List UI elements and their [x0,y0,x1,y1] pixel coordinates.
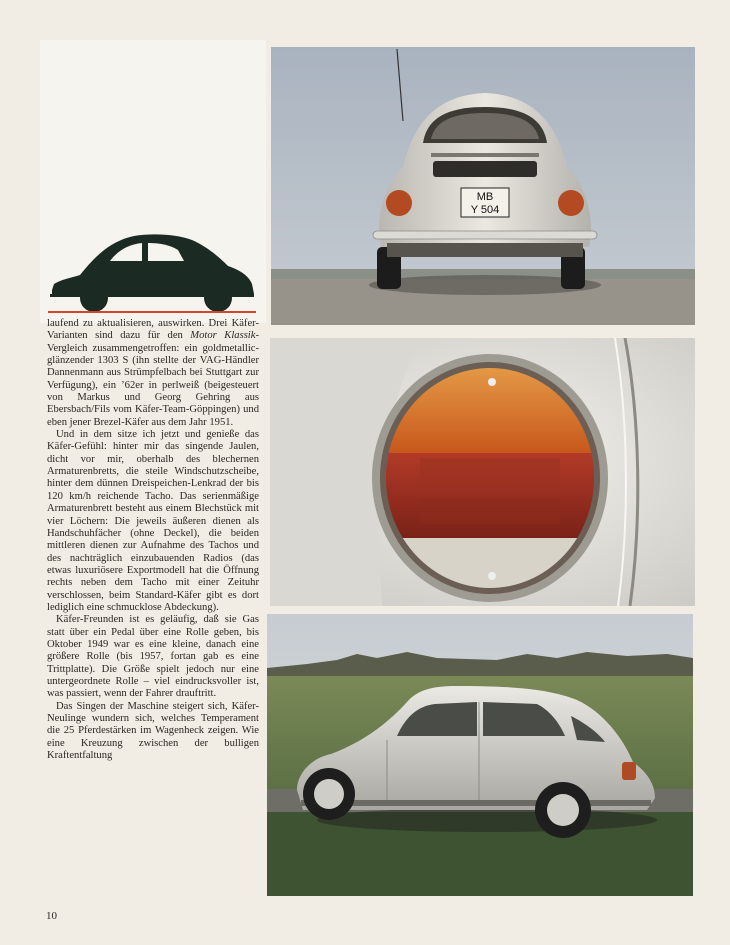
italic-text: Motor Klassik [190,330,256,342]
text-run: laufend zu aktualisieren, auswirken. Drei Käfer-Varianten sind dazu für den [47,318,259,342]
photo-tail-light [270,338,695,606]
license-plate-line-1: MB [476,191,494,203]
paragraph-3 [47,614,259,700]
article-text-column [47,318,259,762]
photo-rear-view [271,47,695,325]
page-number: 10 [46,910,57,922]
text-run: Das Singen der Maschine steigert sich, Käfer-Neulinge wundern sich, welches Temperament die 25 Pferdestärken im Wagenheck zeigen. Wie eine Kreuzung zwischen der bulligen Kraftentfaltung [47,700,259,762]
paragraph-4 [47,701,259,763]
paragraph-2 [47,429,259,614]
license-plate-line-2: Y 504 [470,204,500,216]
text-run: Käfer-Freunden ist es geläufig, daß sie Gas statt über ein Pedal über eine Rolle geben, bis Oktober 1949 war es eine kleine, danach eine größere Rolle (bis 1957, fortan gab es eine Trittplatte). Die Größe spielt jedoch nur eine untergeordnete Rolle – viel eindrucksvoller ist, was passiert, wenn der Fahrer drauftritt. [47,614,259,700]
photo-side-view [267,614,693,896]
divider-line [48,311,256,313]
text-run: -Vergleich zusammengetroffen: ein goldmetallic-glänzender 1303 S (ihn stellte der VAG-Händler Dannenmann aus Strümpfelbach bei Stuttgart zur Verfügung), ein ’62er in perlweiß (beigesteuert von Markus und Georg Gehring aus Ebersbach/Fils vom Käfer-Team-Göppingen) und eben jener Brezel-Käfer aus dem Jahr 1951. [47,330,259,428]
paragraph-1 [47,318,259,429]
beetle-silhouette-illustration [48,228,258,314]
text-run: Und in dem sitze ich jetzt und genieße das Käfer-Gefühl: hinter mir das singende Jaulen, dicht vor mir, oberhalb des blechernen Armaturenbretts, die steile Windschutzscheibe, hinter dem dünnen Dreispeichen-Lenkrad der bis 120 km/h reichende Tacho. Das serienmäßige Armaturenbrett besteht aus einem Blechstück mit vier Löchern: Die jeweils äußeren dienen als Handschuhfächer (ohne Deckel), die beiden mittleren dienen zur Aufnahme des Tachos und des nachträglich einzubauenden Radios (das etwas luxuriösere Exportmodell hat die Öffnung rechts neben dem Tacho mit einer Zeituhr verschlossen, beim Standard-Käfer gibt es dort lediglich eine schmucklose Abdeckung). [47,429,259,613]
